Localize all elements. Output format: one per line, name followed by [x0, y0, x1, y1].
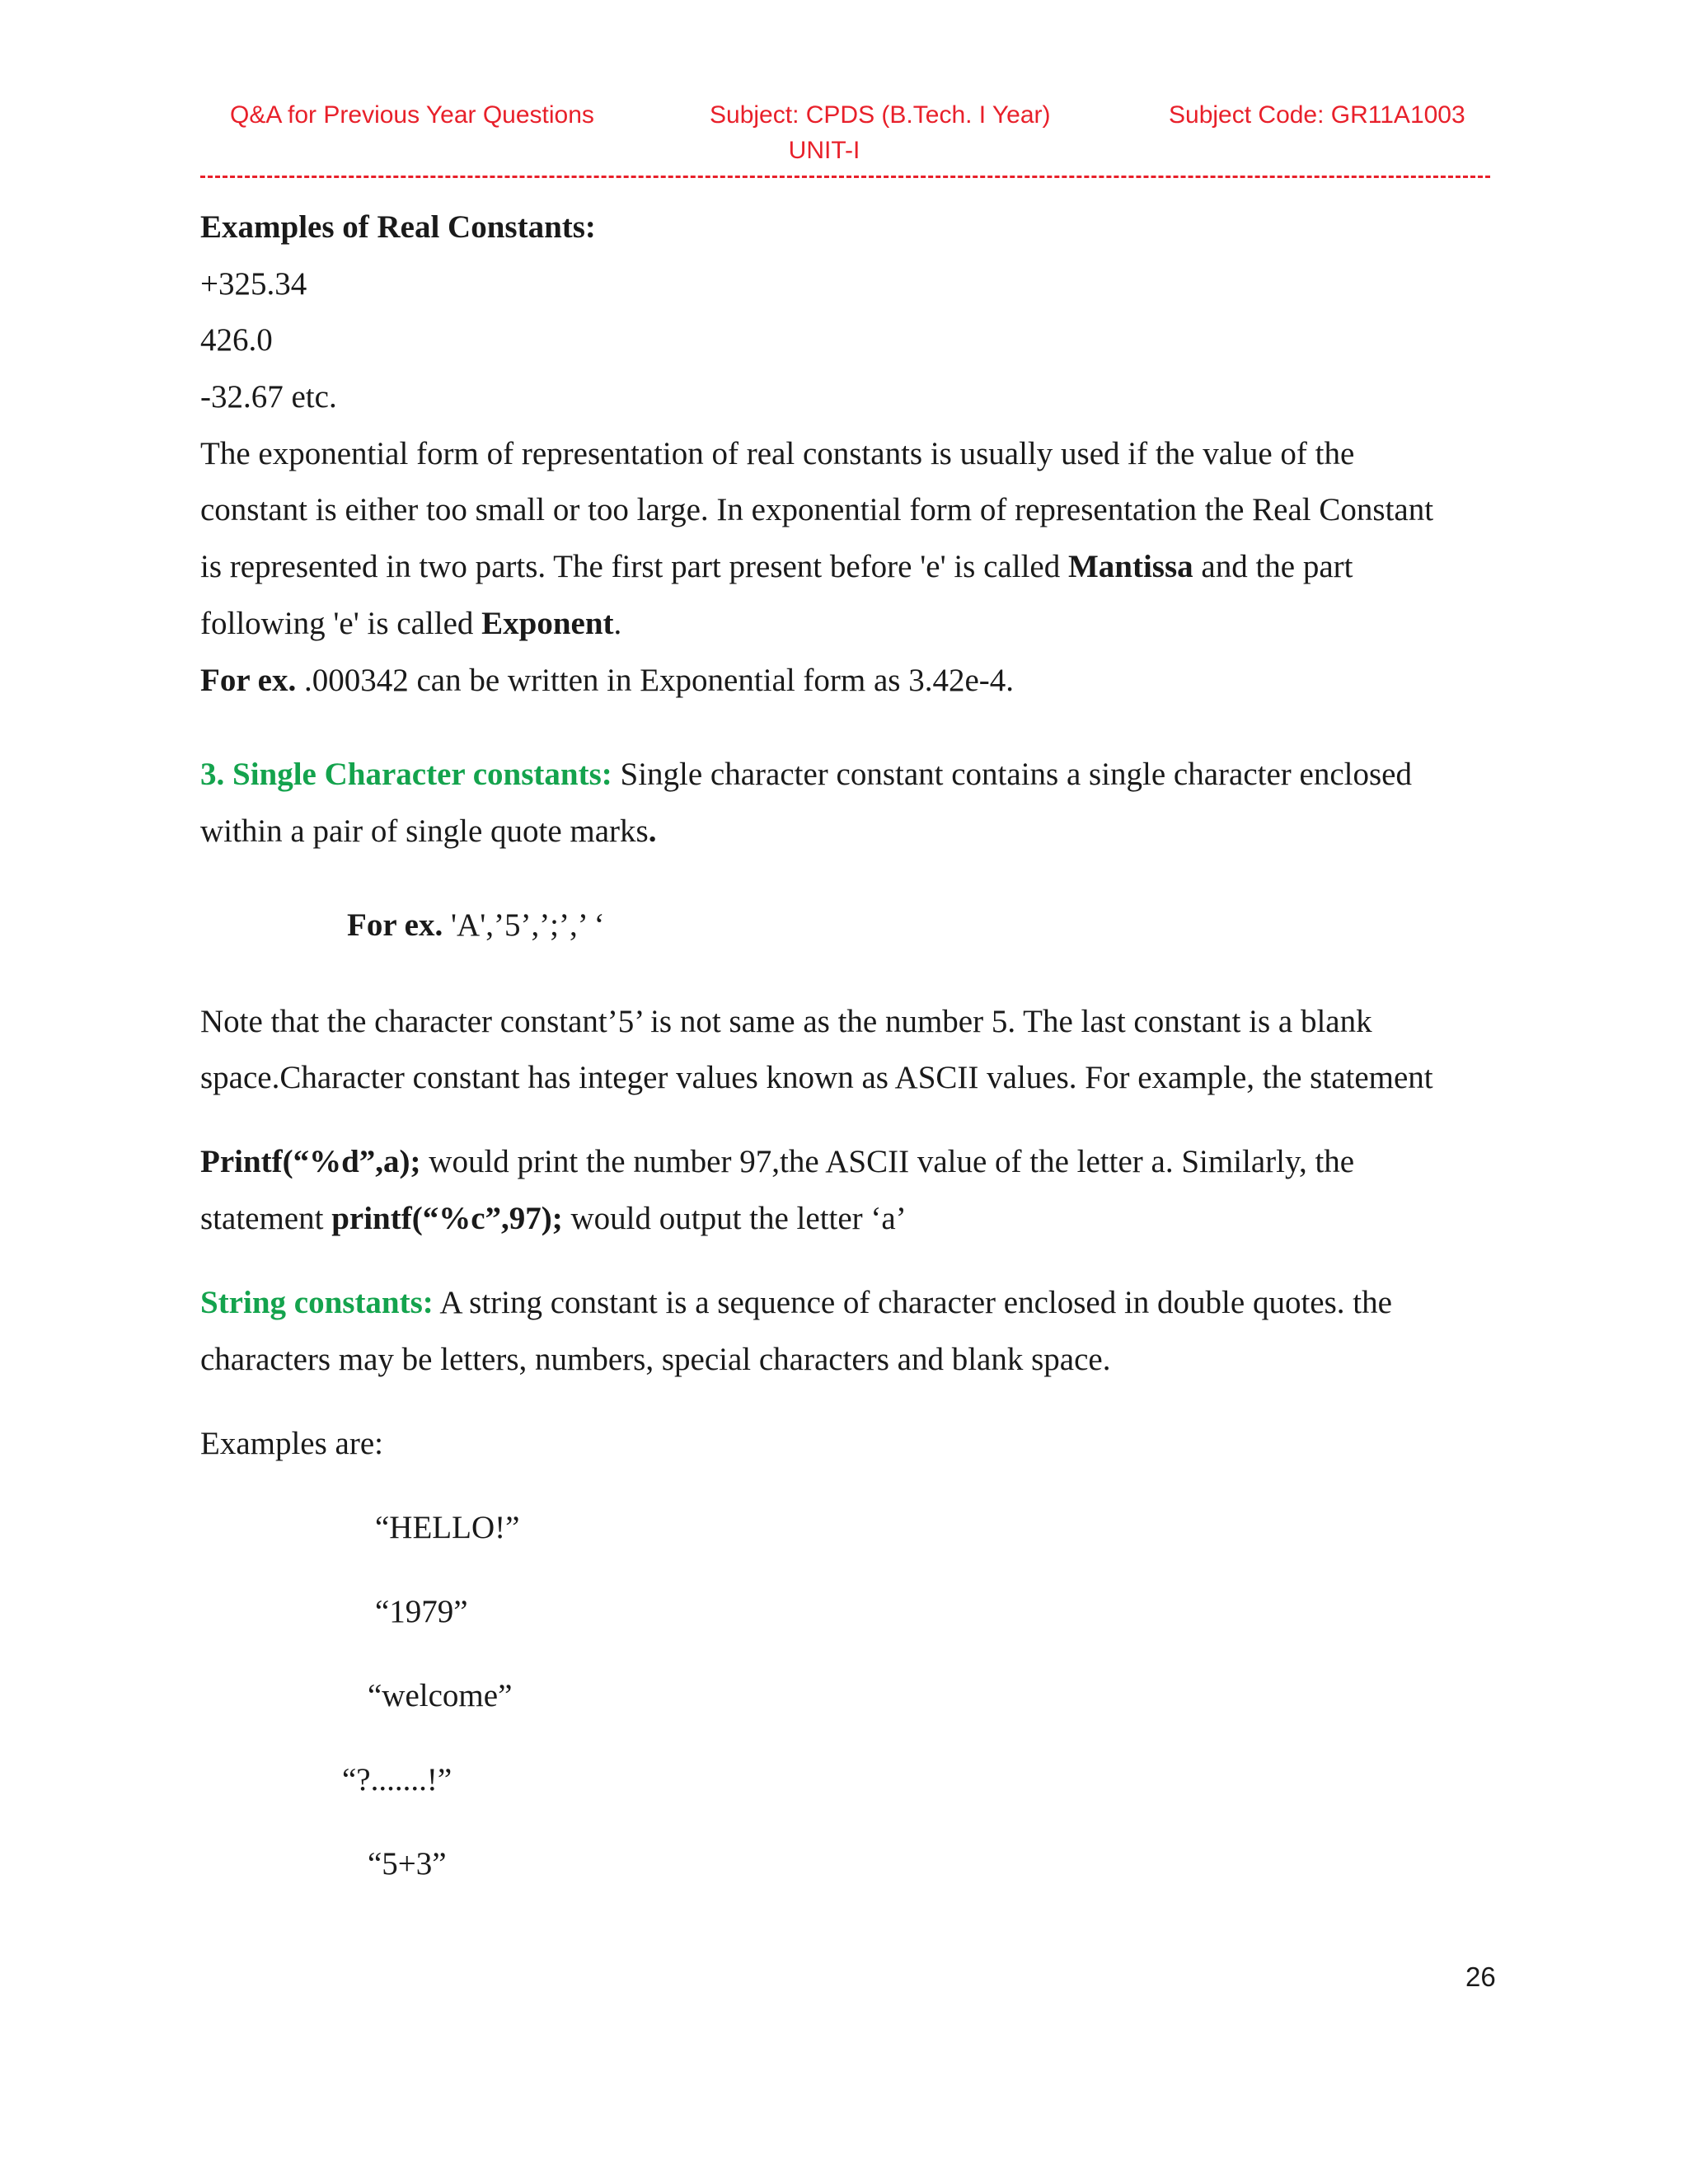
page-number: 26 — [1465, 1961, 1496, 1992]
single-char-forex-text: 'A',’5’,’;’,’ ‘ — [443, 907, 605, 943]
note-line-2: space.Character constant has integer values known as ASCII values. For example, the statement — [200, 1060, 1433, 1095]
string-constants-heading-line — [200, 1286, 1392, 1319]
header-left: Q&A for Previous Year Questions — [230, 101, 594, 129]
note-line-1: Note that the character constant’5’ is not same as the number 5. The last constant is a blank — [200, 1004, 1372, 1039]
string-example-3: “welcome” — [368, 1678, 513, 1713]
real-example-2: 426.0 — [200, 322, 273, 358]
printf-line-2 — [200, 1202, 907, 1235]
single-char-line-2 — [200, 815, 656, 847]
single-char-forex-label: For ex. — [347, 907, 443, 943]
string-constants-heading: String constants: — [200, 1285, 434, 1320]
exponential-paragraph-line-3 — [200, 551, 1353, 583]
string-example-1: “HELLO!” — [375, 1510, 520, 1545]
header-divider — [200, 176, 1490, 178]
printf-code-1: Printf(“%d”,a); — [200, 1144, 421, 1179]
string-example-2: “1979” — [375, 1594, 468, 1629]
single-char-heading-line — [200, 758, 1412, 790]
single-char-line-1: Single character constant contains a single character enclosed — [612, 757, 1412, 792]
printf-text-2: would output the letter ‘a’ — [562, 1201, 907, 1236]
string-example-4: “?.......!” — [342, 1762, 452, 1797]
real-constant-example-line — [200, 664, 1014, 696]
single-char-line-2-text: within a pair of single quote marks — [200, 813, 649, 849]
para-line4-b: . — [613, 606, 622, 641]
printf-code-2: printf(“%c”,97); — [331, 1201, 563, 1236]
forex-text: .000342 can be written in Exponential form as 3.42e-4. — [296, 663, 1015, 698]
exponent-term: Exponent — [481, 606, 614, 641]
string-constants-line-1: A string constant is a sequence of character enclosed in double quotes. the — [433, 1285, 1392, 1320]
real-example-3: -32.67 etc. — [200, 379, 337, 415]
header-subject: Subject: CPDS (B.Tech. I Year) — [710, 101, 1051, 129]
real-constants-heading — [200, 211, 596, 243]
single-char-heading: 3. Single Character constants: — [200, 757, 612, 792]
printf-text-1: would print the number 97,the ASCII value of the letter a. Similarly, the — [420, 1144, 1355, 1179]
forex-label: For ex. — [200, 663, 297, 698]
para-line3-a: is represented in two parts. The first part present before 'e' is called — [200, 549, 1068, 584]
string-constants-line-2: characters may be letters, numbers, special characters and blank space. — [200, 1342, 1111, 1377]
printf-pre-2: statement — [200, 1201, 332, 1236]
single-char-line-2-dot: . — [648, 813, 657, 849]
exponential-paragraph-line-1: The exponential form of representation of real constants is usually used if the value of the — [200, 436, 1355, 471]
real-example-1: +325.34 — [200, 266, 307, 302]
mantissa-term: Mantissa — [1067, 549, 1193, 584]
exponential-paragraph-line-4 — [200, 607, 621, 640]
para-line3-b: and the part — [1193, 549, 1353, 584]
exponential-paragraph-line-2: constant is either too small or too large. In exponential form of representation the Real Constant — [200, 492, 1434, 527]
para-line4-a: following 'e' is called — [200, 606, 482, 641]
string-example-5: “5+3” — [368, 1846, 447, 1882]
header-subject-code: Subject Code: GR11A1003 — [1169, 101, 1465, 129]
examples-label: Examples are: — [200, 1426, 383, 1461]
single-char-example-line — [347, 909, 605, 941]
header-unit: UNIT-I — [788, 137, 860, 164]
printf-line-1 — [200, 1146, 1354, 1178]
real-constants-heading-text: Examples of Real Constants: — [200, 209, 596, 245]
